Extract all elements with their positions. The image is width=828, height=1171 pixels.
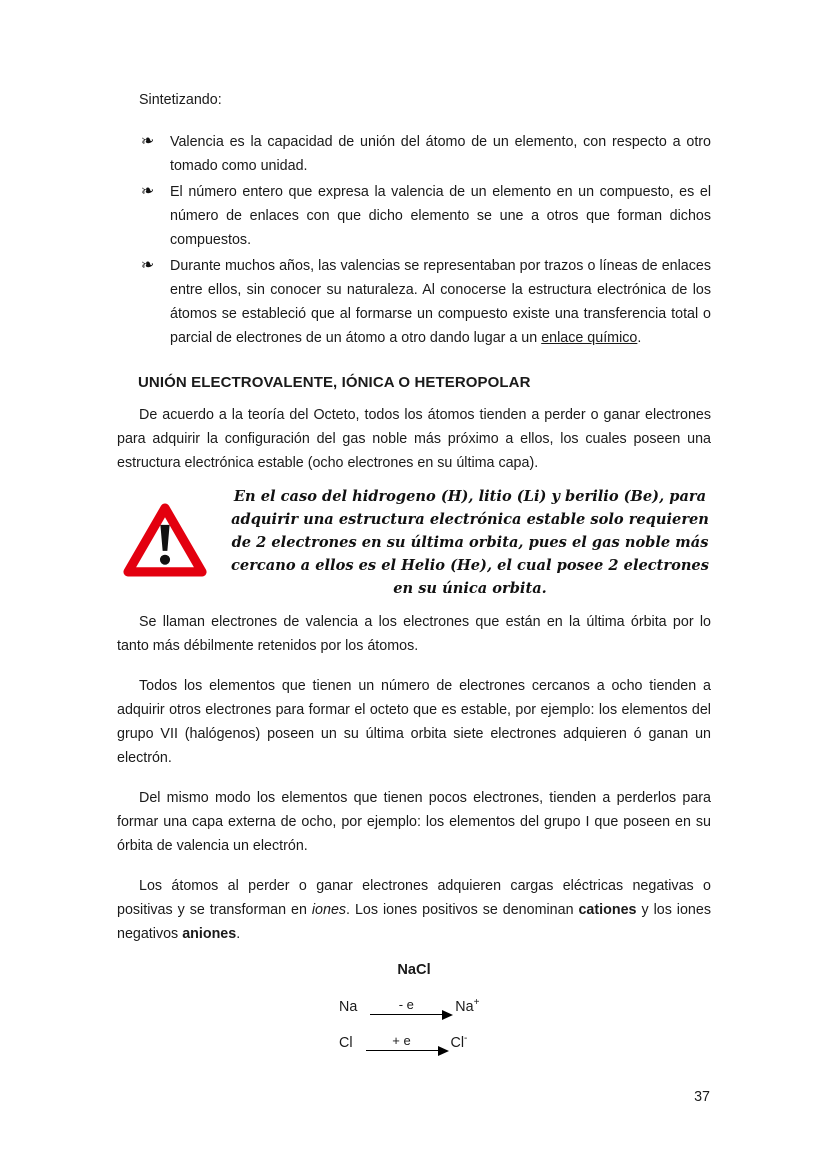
bullet-item (141, 180, 711, 252)
arrow-shaft (366, 1050, 438, 1051)
section-heading: UNIÓN ELECTROVALENTE, IÓNICA O HETEROPOLAR (138, 374, 531, 391)
bold-term: cationes (578, 902, 637, 918)
scribble-bullet-icon: ❧ (139, 132, 156, 151)
warning-callout (117, 485, 711, 600)
product-label (451, 1034, 468, 1052)
bullet-item (141, 130, 711, 178)
product-symbol: Na (455, 999, 474, 1015)
underlined-term: enlace químico (541, 330, 638, 346)
warning-triangle-icon (123, 502, 207, 583)
product-label (455, 998, 479, 1016)
page-number: 37 (694, 1089, 710, 1105)
paragraph: Del mismo modo los elementos que tienen pocos electrones, tienden a perderlos para formar una capa externa de ocho, por ejemplo: los elementos del grupo I que poseen en su órbita de valencia un electrón. (117, 790, 711, 854)
reaction-arrow-icon (370, 998, 442, 1016)
reaction-equation (339, 998, 489, 1016)
product-symbol: Cl (450, 1035, 465, 1051)
reaction-arrow-icon (366, 1034, 438, 1052)
ion-charge: + (473, 997, 480, 1009)
intro-text: Sintetizando: (139, 92, 222, 108)
electron-transfer-label: - e (398, 997, 414, 1012)
paragraph-text: . (236, 926, 241, 942)
bullet-text: Durante muchos años, las valencias se representaban por trazos o líneas de enlaces entre ellos, sin conocer su naturaleza. Al conocerse la estructura electrónica de los átomos se estableció que al formarse un compuesto existe una transferencia total o parcial de electrones de un átomo a otro dando lugar a un (170, 258, 711, 346)
paragraph: Todos los elementos que tienen un número de electrones cercanos a ocho tienden a adquirir otros electrones para formar el octeto que es estable, por ejemplo: los elementos del grupo VII (halógenos) poseen un su última orbita siete electrones adquieren ó ganan un electrón. (117, 678, 711, 766)
warning-text: En el caso del hidrogeno (H), litio (Li) y berilio (Be), para adquirir una estructura electrónica estable solo requieren de 2 electrones en su última orbita, pues el gas noble más cercano a ellos es el Helio (He), el cual posee 2 electrones en su única orbita. (231, 488, 709, 597)
ion-charge: - (464, 1033, 468, 1045)
paragraph-text: . Los iones positivos se denominan (346, 902, 579, 918)
paragraph-text: y los iones negativos (117, 902, 711, 942)
reactant-label: Cl (339, 1035, 353, 1051)
bullet-list (117, 130, 711, 350)
electron-transfer-label: + e (392, 1033, 411, 1048)
scribble-bullet-icon: ❧ (139, 256, 156, 275)
bullet-text: Valencia es la capacidad de unión del átomo de un elemento, con respecto a otro tomado como unidad. (170, 134, 711, 174)
paragraph-text: Los átomos al perder o ganar electrones adquieren cargas eléctricas negativas o positivas y se transforman en (117, 878, 711, 918)
reactant-label: Na (339, 999, 358, 1015)
reaction-equation (339, 1034, 489, 1052)
reaction-equations (339, 998, 489, 1052)
italic-term: iones (311, 902, 347, 918)
paragraph: Se llaman electrones de valencia a los electrones que están en la última órbita por lo tanto más débilmente retenidos por los átomos. (117, 614, 711, 654)
reaction-title: NaCl (397, 962, 431, 978)
scribble-bullet-icon: ❧ (139, 182, 156, 201)
bold-term: aniones (182, 926, 237, 942)
paragraph (117, 874, 711, 946)
bullet-text: . (637, 330, 642, 346)
paragraph: De acuerdo a la teoría del Octeto, todos los átomos tienden a perder o ganar electrones para adquirir la configuración del gas noble más próximo a ellos, los cuales poseen una estructura electrónica estable (ocho electrones en su última capa). (117, 407, 711, 471)
arrow-shaft (370, 1014, 442, 1015)
bullet-text: El número entero que expresa la valencia de un elemento en un compuesto, es el número de enlaces con que dicho elemento se une a otros que forman dichos compuestos. (170, 184, 711, 248)
bullet-item (141, 254, 711, 350)
